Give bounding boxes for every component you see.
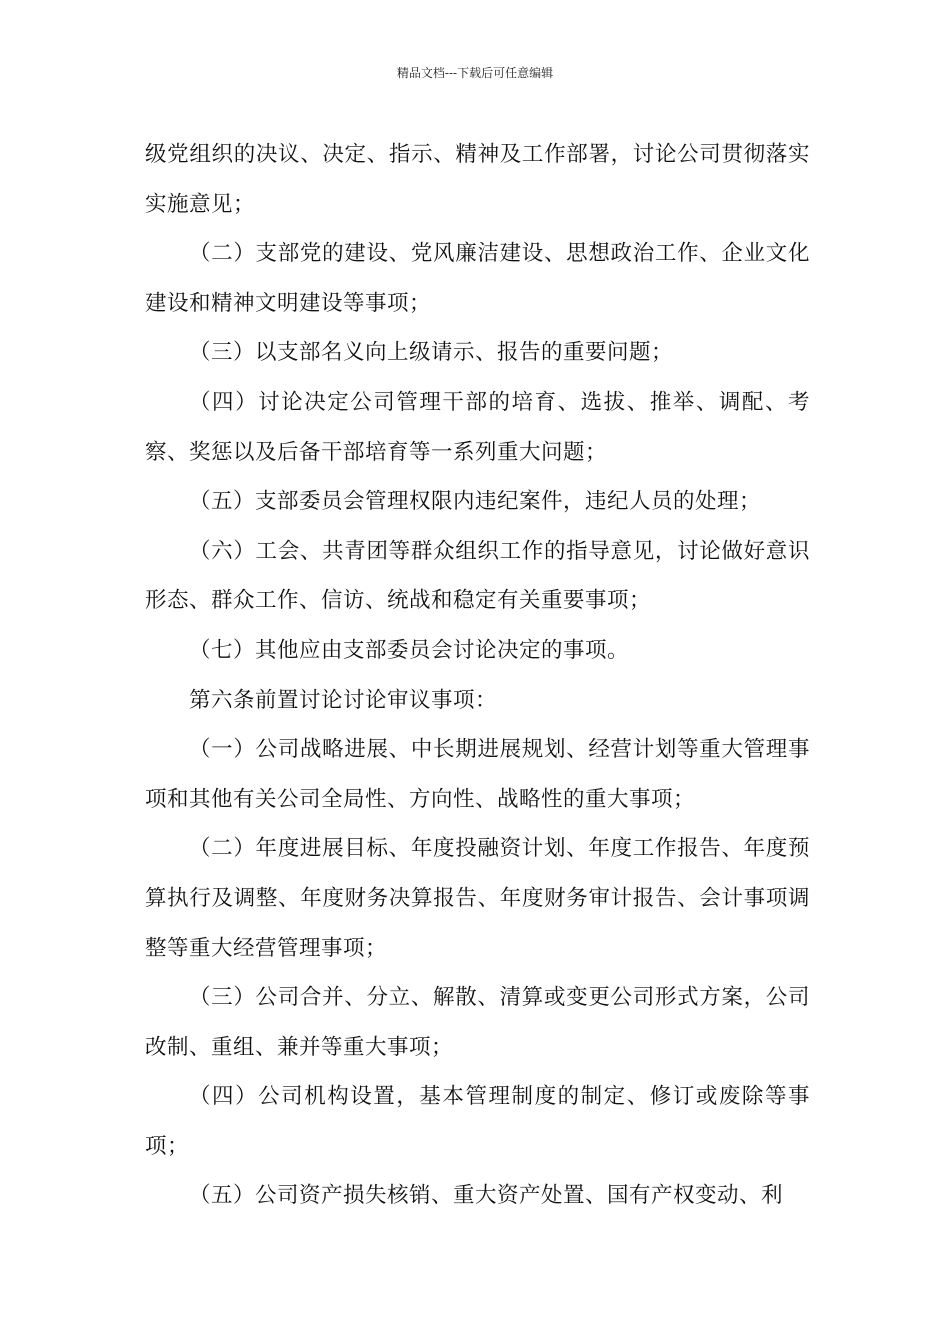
paragraph: （六）工会、共青团等群众组织工作的指导意见，讨论做好意识形态、群众工作、信访、统战和稳定有关重要事项；: [145, 538, 810, 614]
article-heading: 第六条前置讨论讨论审议事项：: [189, 687, 498, 713]
paragraph: （二）支部党的建设、党风廉洁建设、思想政治工作、企业文化建设和精神文明建设等事项；: [145, 241, 810, 316]
paragraph: （一）公司战略进展、中长期进展规划、经营计划等重大管理事项和其他有关公司全局性、方向性、战略性的重大事项；: [145, 737, 810, 812]
paragraph: （三）以支部名义向上级请示、报告的重要问题；: [189, 340, 674, 366]
paragraph: （二）年度进展目标、年度投融资计划、年度工作报告、年度预算执行及调整、年度财务决算报告、年度财务审计报告、会计事项调整等重大经营管理事项；: [145, 836, 810, 961]
paragraph: （四）公司机构设置，基本管理制度的制定、修订或废除等事项；: [145, 1084, 810, 1159]
paragraph: （五）支部委员会管理权限内违纪案件，违纪人员的处理；: [189, 489, 762, 515]
paragraph: （三）公司合并、分立、解散、清算或变更公司形式方案，公司改制、重组、兼并等重大事项；: [145, 985, 810, 1060]
paragraph: 级党组织的决议、决定、指示、精神及工作部署，讨论公司贯彻落实实施意见；: [145, 142, 810, 217]
paragraph: （五）公司资产损失核销、重大资产处置、国有产权变动、利: [189, 1183, 784, 1209]
page-header: 精品文档---下载后可任意编辑: [396, 66, 554, 80]
document-body: [145, 130, 810, 1221]
paragraph: （四）讨论决定公司管理干部的培育、选拔、推举、调配、考察、奖惩以及后备干部培育等一系列重大问题；: [145, 389, 810, 465]
paragraph: （七）其他应由支部委员会讨论决定的事项。: [189, 637, 630, 663]
